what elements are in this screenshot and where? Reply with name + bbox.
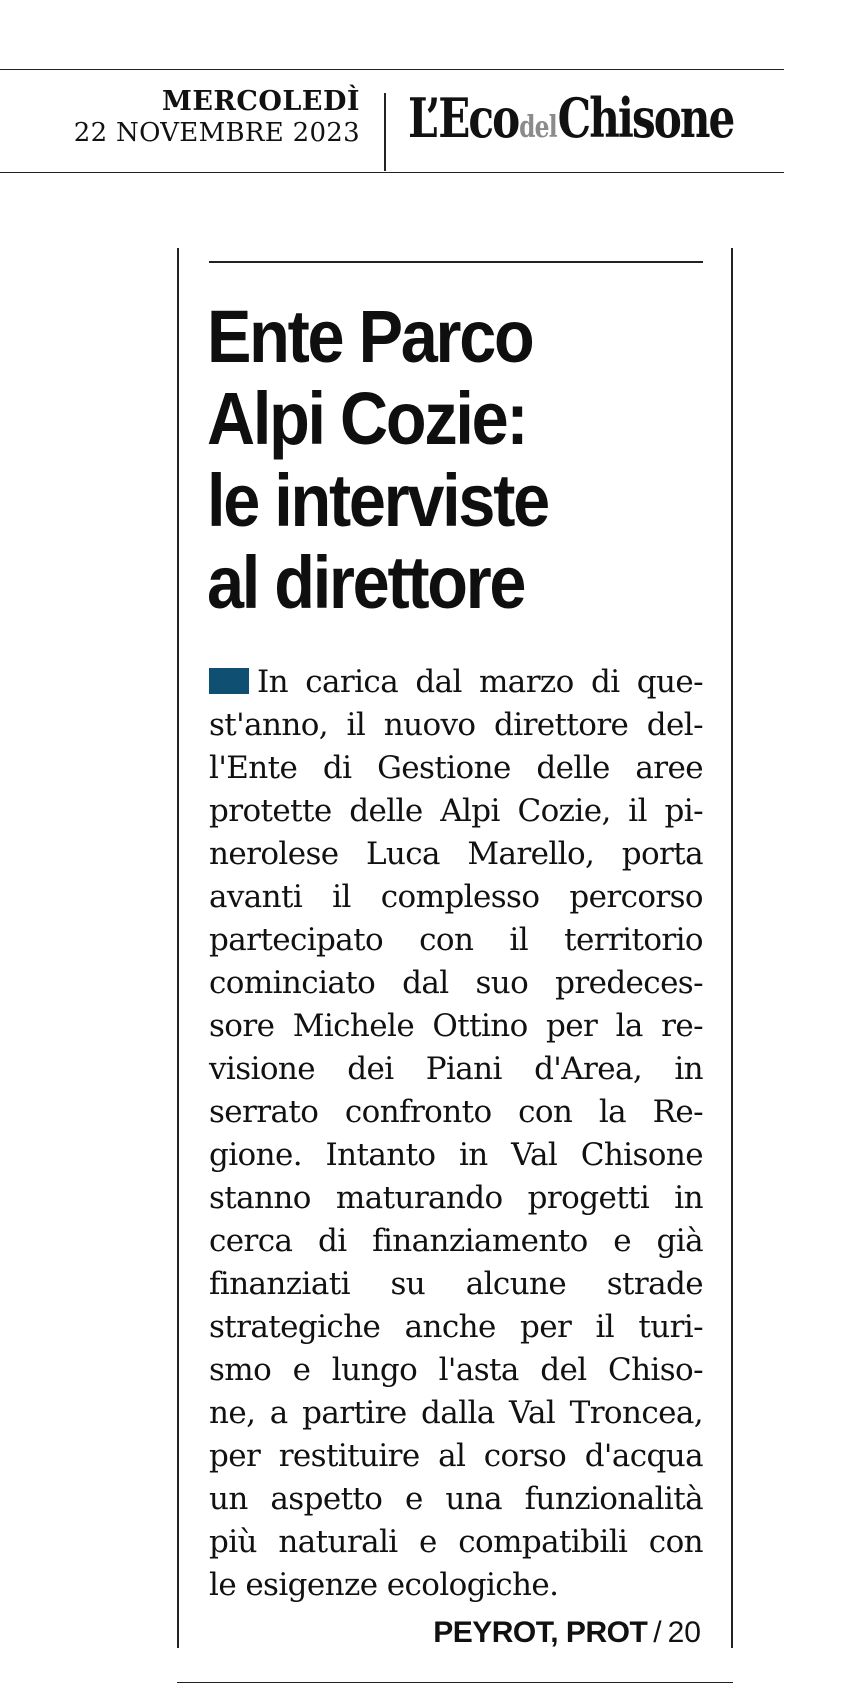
body-line: partecipato con il territorio <box>209 922 703 958</box>
article-frame-left <box>177 248 179 1648</box>
body-line: smo e lungo l'asta del Chiso- <box>209 1352 703 1388</box>
byline-authors: PEYROT, PROT <box>433 1616 648 1649</box>
article-byline <box>433 1616 701 1650</box>
masthead-date-block <box>74 86 360 150</box>
body-line: visione dei Piani d'Area, in <box>209 1051 703 1087</box>
body-line: più naturali e compatibili con <box>209 1524 703 1560</box>
lead-square-marker <box>209 668 249 694</box>
body-line-first <box>209 661 703 704</box>
masthead-bottom-rule <box>0 172 784 173</box>
logo-text-main <box>408 86 733 150</box>
headline-line: Alpi Cozie: <box>207 377 527 460</box>
headline-line: le interviste <box>207 459 548 542</box>
logo-part-chisone: Chisone <box>557 86 734 150</box>
body-line-text: In carica dal marzo di que- <box>257 664 703 700</box>
body-line: strategiche anche per il turi- <box>209 1309 703 1345</box>
body-line: sore Michele Ottino per la re- <box>209 1008 703 1044</box>
byline-separator: / <box>653 1616 662 1649</box>
logo-part-del: del <box>519 110 557 145</box>
body-line: cominciato dal suo predeces- <box>209 965 703 1001</box>
body-line: cerca di finanziamento e già <box>209 1223 703 1259</box>
headline-line: Ente Parco <box>207 295 533 378</box>
body-line: ne, a partire dalla Val Troncea, <box>209 1395 703 1431</box>
body-line: stanno maturando progetti in <box>209 1180 703 1216</box>
article-headline <box>207 296 707 624</box>
article-body <box>209 661 703 1607</box>
article-top-rule <box>209 261 703 263</box>
logo-part-eco: L’Eco <box>408 86 519 150</box>
article-frame-bottom <box>177 1682 733 1683</box>
newspaper-logo <box>408 86 788 156</box>
headline-line: al direttore <box>207 541 525 624</box>
masthead-weekday: MERCOLEDÌ <box>161 86 360 117</box>
body-line: finanziati su alcune strade <box>209 1266 703 1302</box>
masthead-top-rule <box>0 69 784 70</box>
body-line: avanti il complesso percorso <box>209 879 703 915</box>
body-line-last: le esigenze ecologiche. <box>209 1567 559 1603</box>
masthead-date: 22 NOVEMBRE 2023 <box>73 118 360 149</box>
body-line: protette delle Alpi Cozie, il pi- <box>209 793 703 829</box>
body-line: nerolese Luca Marello, porta <box>209 836 703 872</box>
article-frame-right <box>731 248 733 1648</box>
body-line: l'Ente di Gestione delle aree <box>209 750 703 786</box>
masthead-divider <box>384 93 386 171</box>
byline-page-number: 20 <box>667 1616 701 1649</box>
body-line: st'anno, il nuovo direttore del- <box>209 707 703 743</box>
body-line: gione. Intanto in Val Chisone <box>209 1137 703 1173</box>
body-line: un aspetto e una funzionalità <box>209 1481 703 1517</box>
body-line: serrato confronto con la Re- <box>209 1094 703 1130</box>
body-line: per restituire al corso d'acqua <box>209 1438 703 1474</box>
